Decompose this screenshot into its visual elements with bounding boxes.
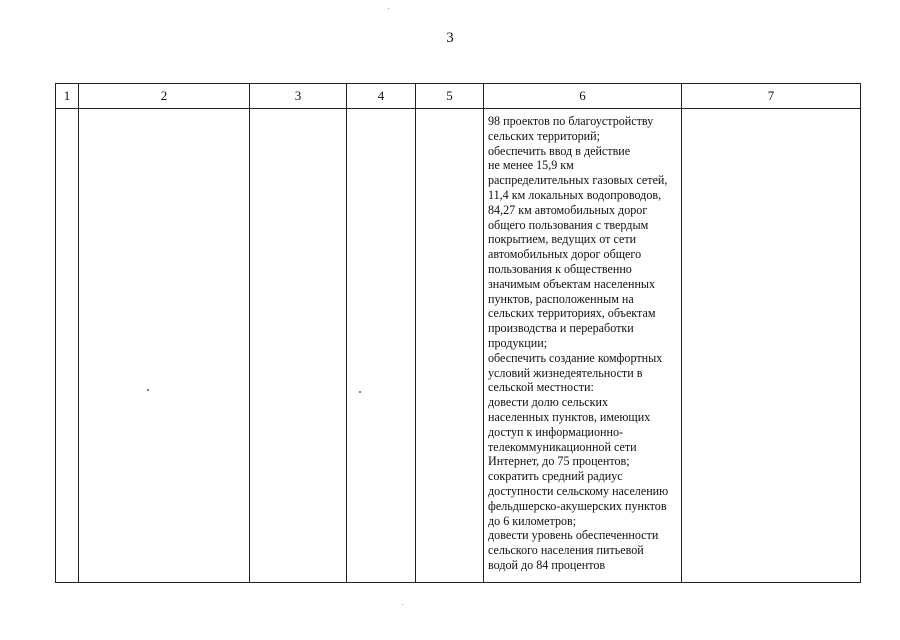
cell-col-2 (79, 109, 250, 583)
page-number: 3 (446, 30, 454, 46)
cell-col-7 (682, 109, 861, 583)
column-header-6: 6 (484, 84, 682, 109)
stray-mark (147, 389, 149, 391)
goals-text-line: значимым объектам населенных (488, 276, 656, 291)
goals-text-line: сельских территориях, объектам (488, 306, 656, 321)
goals-text-line: пользования к общественно (488, 261, 632, 276)
goals-text-line: сельских территорий; (488, 128, 600, 143)
column-header-1: 1 (56, 84, 79, 109)
goals-text-line: пунктов, расположенным на (488, 291, 634, 306)
goals-text-line: 98 проектов по благоустройству (488, 114, 654, 128)
goals-text-line: не менее 15,9 км (488, 158, 574, 173)
goals-text-line: населенных пунктов, имеющих (488, 409, 651, 424)
goals-text-line: Интернет, до 75 процентов; (488, 454, 630, 469)
goals-text-line: довести долю сельских (488, 395, 608, 410)
goals-text-line: водой до 84 процентов (488, 557, 606, 572)
goals-text-line: обеспечить ввод в действие (488, 143, 631, 158)
goals-text-line: довести уровень обеспеченности (488, 528, 659, 543)
goals-text-line: до 6 километров; (488, 513, 577, 528)
goals-text-line: телекоммуникационной сети (488, 439, 637, 454)
column-header-4: 4 (347, 84, 416, 109)
column-header-2: 2 (79, 84, 250, 109)
goals-text-line: доступ к информационно- (488, 424, 624, 439)
table-row (56, 109, 861, 583)
scan-speck (388, 8, 389, 9)
goals-text-line: сельского населения питьевой (488, 543, 644, 558)
cell-col-5 (416, 109, 484, 583)
document-table (55, 83, 861, 583)
goals-text-line: условий жизнедеятельности в (488, 365, 643, 380)
goals-text-line: доступности сельскому населению (488, 483, 669, 498)
column-header-7: 7 (682, 84, 861, 109)
goals-text-line: 11,4 км локальных водопроводов, (488, 187, 662, 202)
goals-text-line: сократить средний радиус (488, 469, 623, 484)
goals-text-line: автомобильных дорог общего (488, 247, 642, 262)
goals-text (488, 114, 677, 573)
goals-text-line: покрытием, ведущих от сети (488, 232, 637, 247)
goals-text-line: распределительных газовых сетей, (488, 173, 668, 188)
goals-text-line: обеспечить создание комфортных (488, 350, 663, 365)
goals-text-line: производства и переработки (488, 321, 634, 336)
cell-col-4 (347, 109, 416, 583)
goals-text-line: общего пользования с твердым (488, 217, 649, 232)
cell-col-1 (56, 109, 79, 583)
column-header-3: 3 (250, 84, 347, 109)
goals-text-line: фельдшерско-акушерских пунктов (488, 498, 667, 513)
goals-text-line: сельской местности: (488, 380, 594, 395)
goals-text-line: 84,27 км автомобильных дорог (488, 202, 648, 217)
cell-col-3 (250, 109, 347, 583)
table-header-row (56, 84, 861, 109)
column-header-5: 5 (416, 84, 484, 109)
goals-text-line: продукции; (488, 335, 548, 350)
stray-mark (359, 391, 361, 393)
cell-col-6-goals (484, 109, 682, 583)
scan-speck (402, 604, 403, 605)
